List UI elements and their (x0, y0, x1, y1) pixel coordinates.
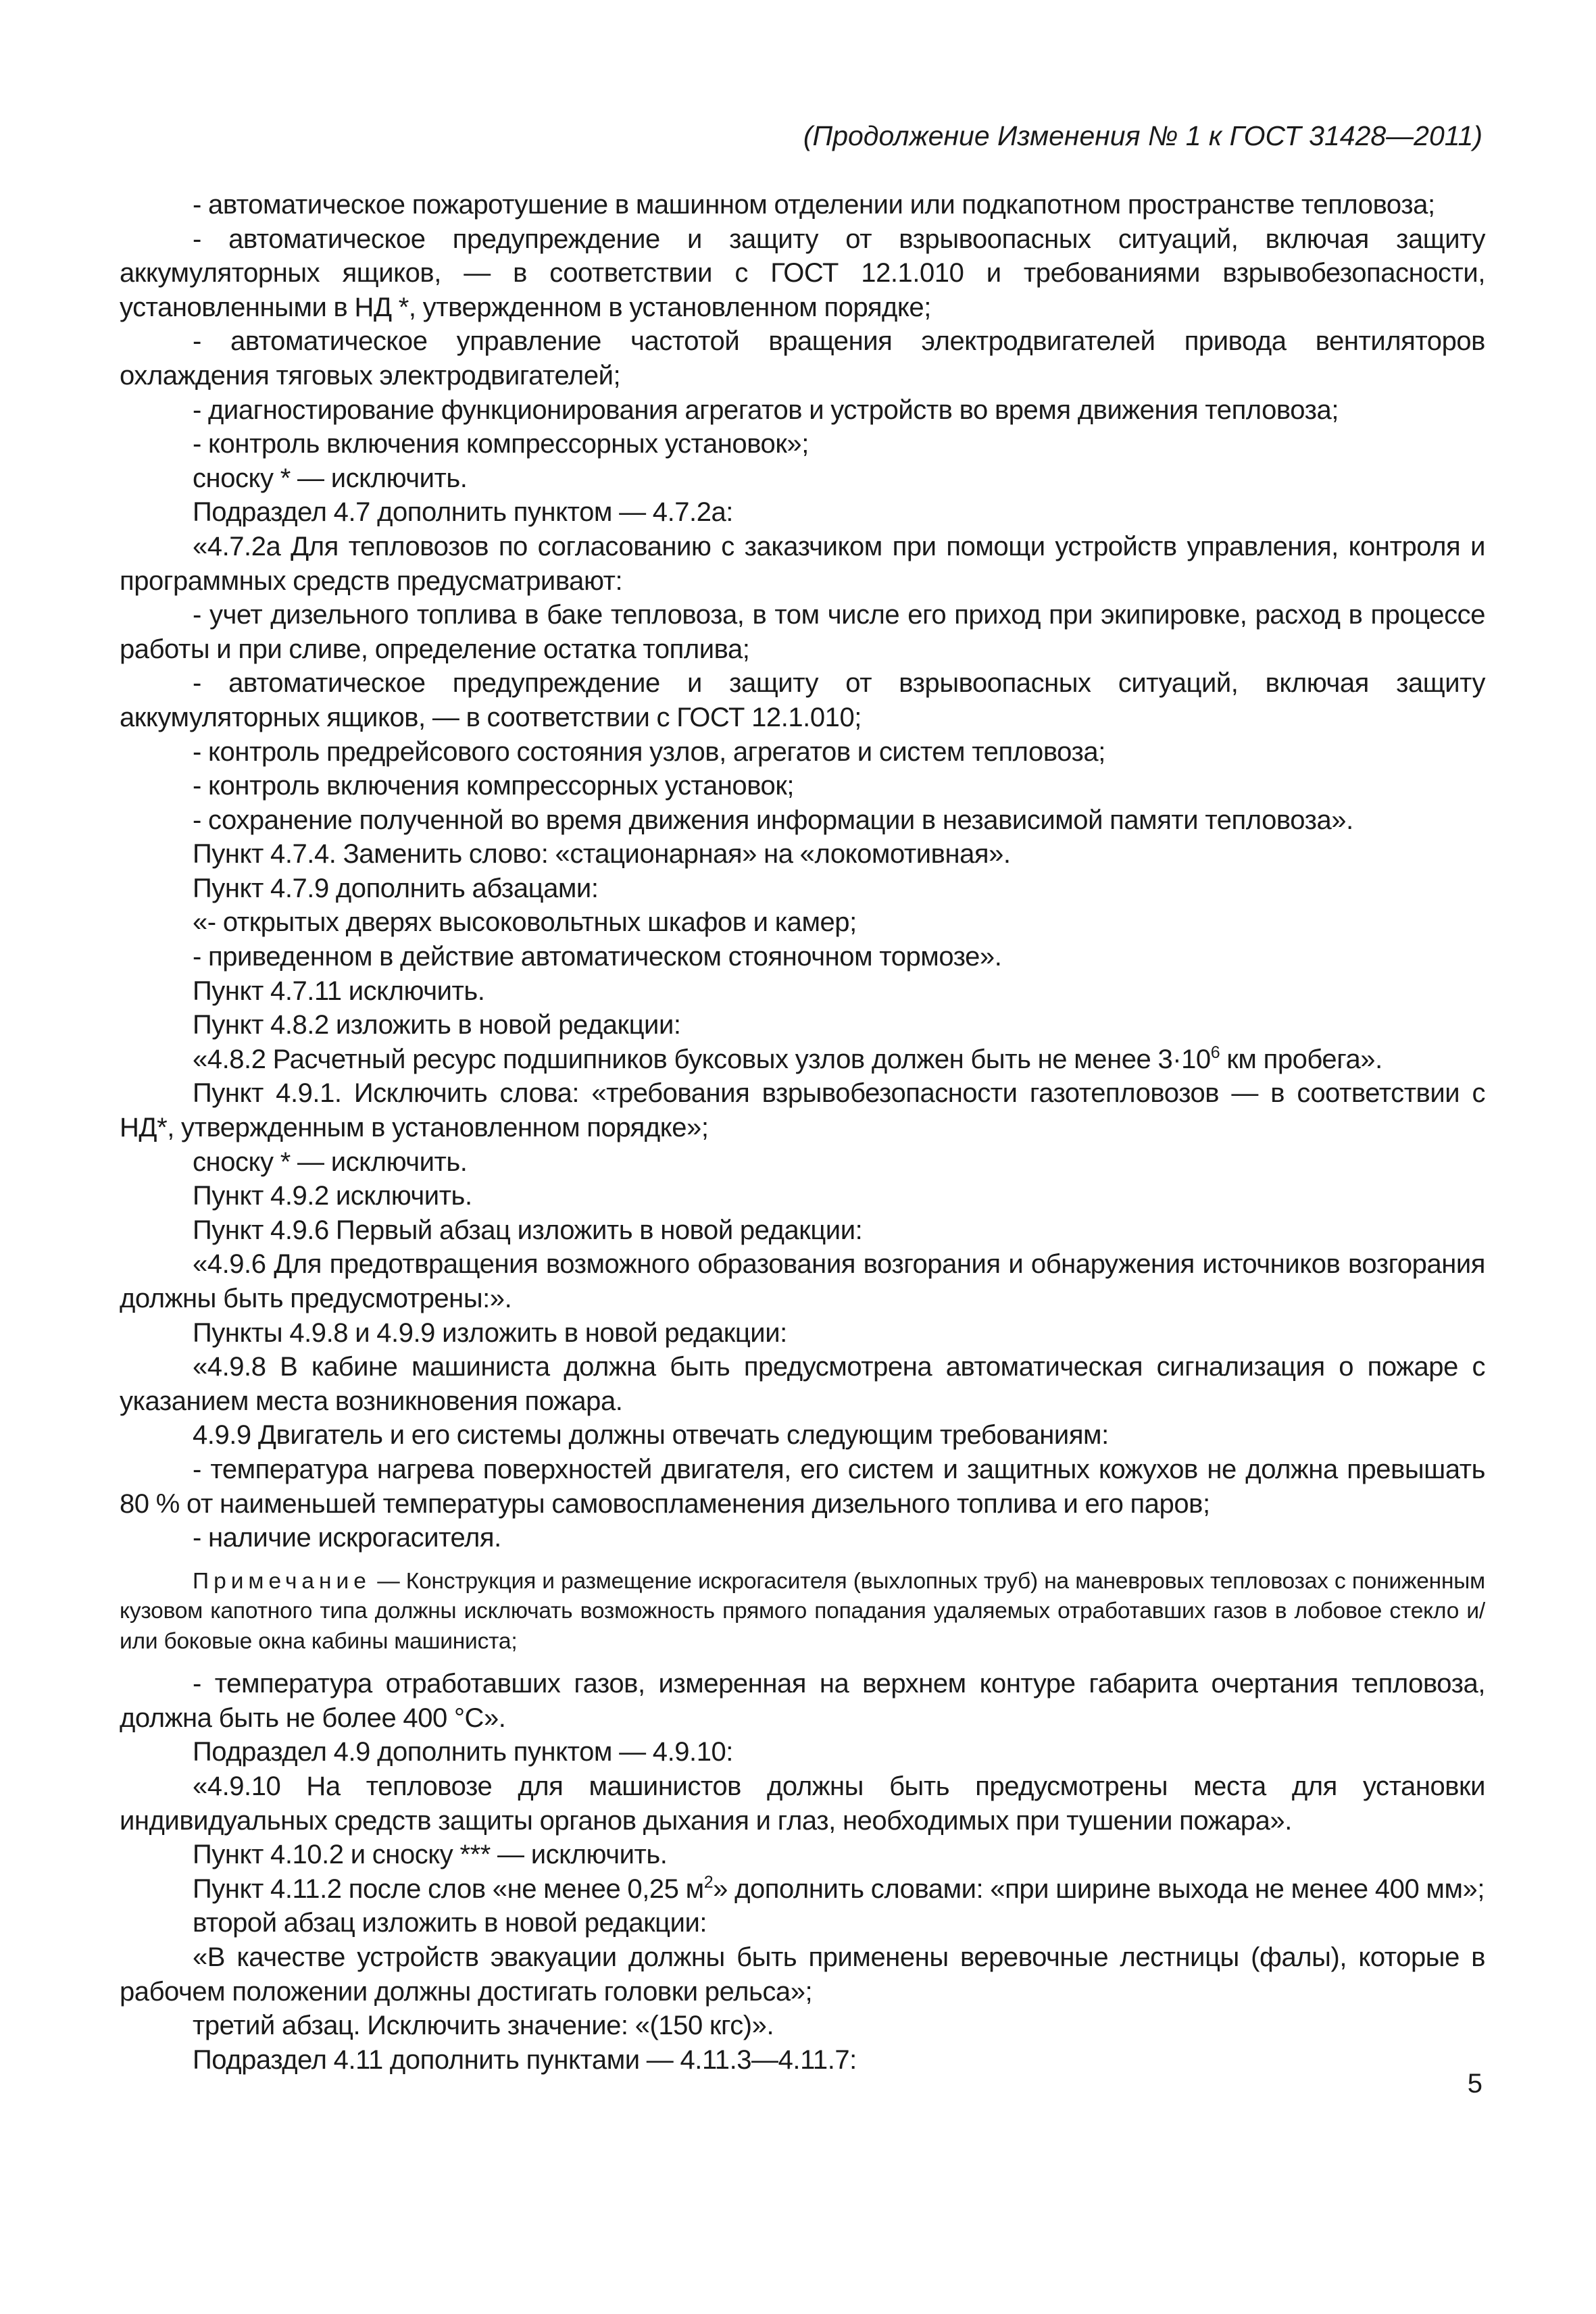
paragraph: Пункт 4.7.11 исключить. (193, 976, 485, 1006)
paragraph: - температура нагрева поверхностей двигателя, его систем и защитных кожухов не должна превышать 80 % от наименьшей температуры самовоспламенения дизельного топлива и его паров; (120, 1454, 1485, 1519)
paragraph: «4.9.8 В кабине машиниста должна быть предусмотрена автоматическая сигнализация о пожаре с указанием места возникновения пожара. (120, 1352, 1485, 1416)
note-text: — Конструкция и размещение искрогасителя (выхлопных труб) на маневровых тепловозах с пониженным кузовом капотного типа должны исключать возможность прямого попадания удаляемых отработавших газов в лобовое стекло и/или боковые окна кабины машиниста; (120, 1568, 1485, 1654)
bearing-resource-paragraph (120, 1042, 1485, 1077)
paragraph: - наличие искрогасителя. (193, 1523, 501, 1553)
exit-width-exponent: 2 (703, 1872, 714, 1892)
paragraph: третий абзац. Исключить значение: «(150 кгс)». (193, 2011, 774, 2041)
paragraph: - автоматическое предупреждение и защиту от взрывоопасных ситуаций, включая защиту аккумуляторных ящиков, — в соответствии с ГОСТ 12.1.010 и требованиями взрывобезопасности, установленными в НД *, утвержденном в установленном порядке; (120, 224, 1485, 322)
paragraph: 4.9.9 Двигатель и его системы должны отвечать следующим требованиям: (193, 1420, 1109, 1451)
paragraph: - приведенном в действие автоматическом стояночном тормозе». (193, 942, 1002, 972)
paragraph: - автоматическое предупреждение и защиту от взрывоопасных ситуаций, включая защиту аккумуляторных ящиков, — в соответствии с ГОСТ 12.1.010; (120, 668, 1485, 732)
page-header: (Продолжение Изменения № 1 к ГОСТ 31428—2011) (803, 120, 1482, 151)
exit-width-text: Пункт 4.11.2 после слов «не менее 0,25 м (193, 1873, 704, 1904)
paragraph: «4.7.2а Для тепловозов по согласованию с заказчиком при помощи устройств управления, контроля и программных средств предусматривают: (120, 531, 1485, 596)
paragraph: Пункт 4.9.2 исключить. (193, 1181, 472, 1211)
paragraph: Подраздел 4.9 дополнить пунктом — 4.9.10: (193, 1737, 733, 1767)
note-block (120, 1567, 1485, 1657)
paragraph: Пункт 4.9.6 Первый абзац изложить в новой редакции: (193, 1215, 863, 1245)
paragraph: Пункты 4.9.8 и 4.9.9 изложить в новой редакции: (193, 1317, 787, 1348)
paragraph: - автоматическое управление частотой вращения электродвигателей привода вентиляторов охлаждения тяговых электродвигателей; (120, 326, 1485, 391)
paragraph: Подраздел 4.11 дополнить пунктами — 4.11.3—4.11.7: (193, 2044, 857, 2075)
paragraph: - контроль предрейсового состояния узлов, агрегатов и систем тепловоза; (193, 736, 1105, 767)
paragraph: Пункт 4.7.9 дополнить абзацами: (193, 873, 599, 903)
exit-width-rest: » дополнить словами: «при ширине выхода не менее 400 мм»; (713, 1873, 1485, 1904)
bearing-resource-text: «4.8.2 Расчетный ресурс подшипников буксовых узлов должен быть не менее 3·10 (193, 1044, 1211, 1074)
paragraph: - учет дизельного топлива в баке тепловоза, в том числе его приход при экипировке, расход в процессе работы и при сливе, определение остатка топлива; (120, 600, 1485, 664)
paragraph: второй абзац изложить в новой редакции: (193, 1908, 707, 1938)
document-body (120, 188, 1485, 2077)
paragraph: - контроль включения компрессорных установок»; (193, 429, 809, 459)
paragraph: сноску * — исключить. (193, 463, 468, 493)
paragraph: - сохранение полученной во время движения информации в независимой памяти тепловоза». (193, 805, 1353, 835)
paragraph: Пункт 4.9.1. Исключить слова: «требования взрывобезопасности газотепловозов — в соответствии с НД*, утвержденным в установленном порядке»; (120, 1078, 1485, 1143)
bearing-resource-exponent: 6 (1210, 1042, 1220, 1062)
paragraph: Пункт 4.7.4. Заменить слово: «стационарная» на «локомотивная». (193, 839, 1011, 870)
paragraph: «- открытых дверях высоковольтных шкафов и камер; (193, 907, 857, 938)
paragraph: «В качестве устройств эвакуации должны быть применены веревочные лестницы (фалы), которые в рабочем положении должны достигать головки рельса»; (120, 1942, 1485, 2007)
paragraph: Пункт 4.8.2 изложить в новой редакции: (193, 1010, 681, 1040)
paragraph: сноску * — исключить. (193, 1147, 468, 1177)
paragraph: - автоматическое пожаротушение в машинном отделении или подкапотном пространстве тепловоза; (193, 190, 1435, 220)
paragraph: Пункт 4.10.2 и сноску *** — исключить. (193, 1840, 668, 1870)
bearing-resource-unit: км пробега». (1220, 1044, 1382, 1074)
paragraph: Подраздел 4.7 дополнить пунктом — 4.7.2а: (193, 497, 733, 528)
paragraph: - температура отработавших газов, измеренная на верхнем контуре габарита очертания тепловоза, должна быть не более 400 °С». (120, 1669, 1485, 1733)
paragraph: - контроль включения компрессорных установок; (193, 771, 795, 801)
exit-width-paragraph (120, 1872, 1485, 1907)
paragraph: «4.9.6 Для предотвращения возможного образования возгорания и обнаружения источников возгорания должны быть предусмотрены:». (120, 1249, 1485, 1313)
note-label: Примечание (193, 1568, 371, 1594)
paragraph: - диагностирование функционирования агрегатов и устройств во время движения тепловоза; (193, 395, 1339, 425)
page-number: 5 (1467, 2069, 1482, 2098)
paragraph: «4.9.10 На тепловозе для машинистов должны быть предусмотрены места для установки индивидуальных средств защиты органов дыхания и глаз, необходимых при тушении пожара». (120, 1771, 1485, 1836)
